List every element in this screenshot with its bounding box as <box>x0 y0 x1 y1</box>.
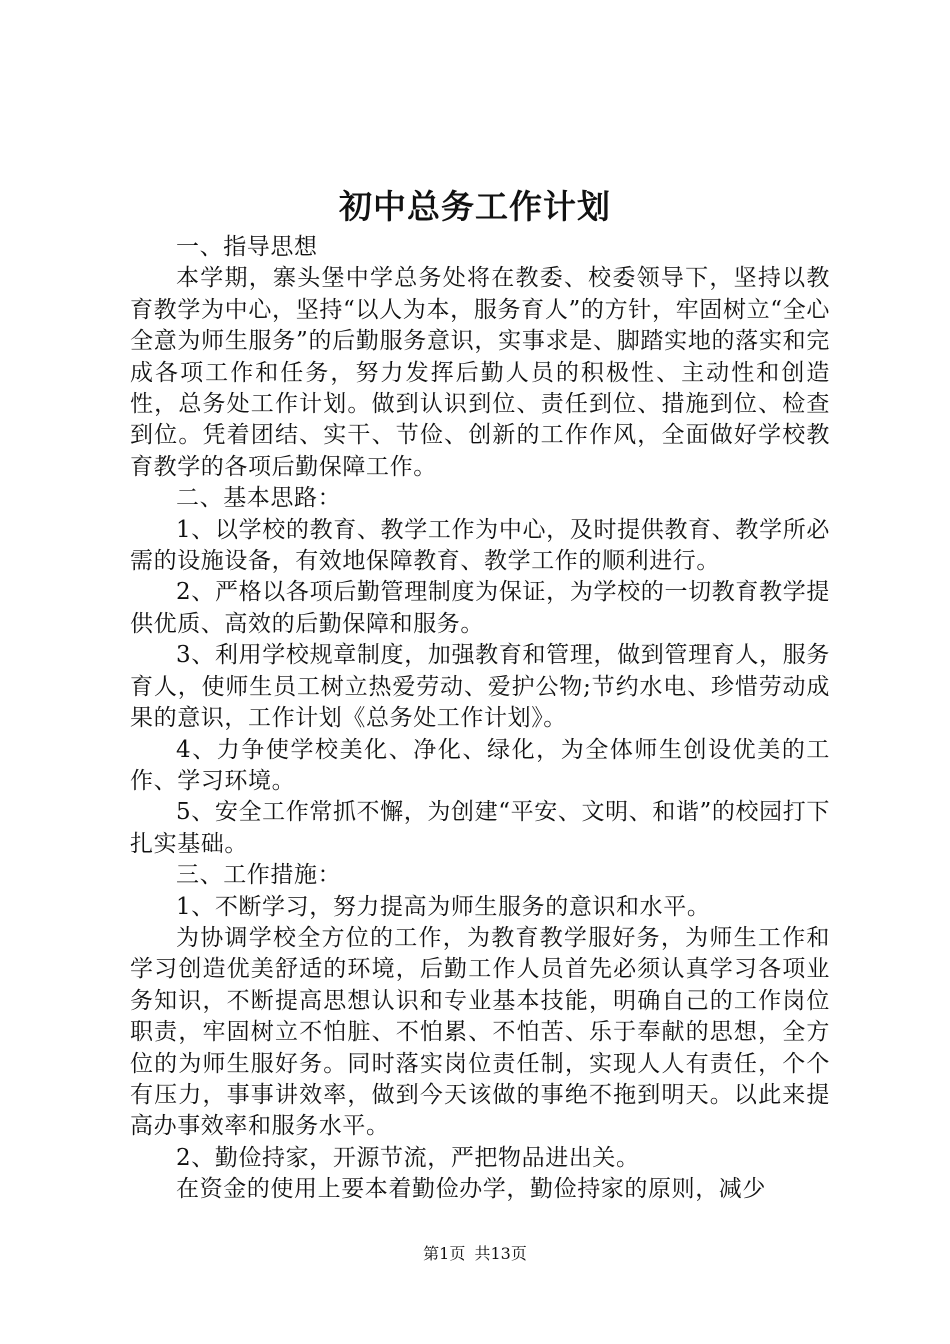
page-footer <box>0 1243 950 1265</box>
body-paragraph: 为协调学校全方位的工作，为教育教学服好务，为师生工作和学习创造优美舒适的环境，后勤工作人员首先必须认真学习各项业务知识，不断提高思想认识和专业基本技能，明确自己的工作岗位职责，牢固树立不怕脏、不怕累、不怕苦、乐于奉献的思想，全方位的为师生服好务。同时落实岗位责任制，实现人人有责任，个个有压力，事事讲效率，做到今天该做的事绝不拖到明天。以此来提高办事效率和服务水平。 <box>130 924 830 1140</box>
body-paragraph: 4、力争使学校美化、净化、绿化，为全体师生创设优美的工作、学习环境。 <box>130 736 830 794</box>
body-paragraph: 5、安全工作常抓不懈，为创建“平安、文明、和谐”的校园打下扎实基础。 <box>130 799 830 857</box>
body-paragraph: 在资金的使用上要本着勤俭办学，勤俭持家的原则，减少 <box>176 1176 766 1203</box>
body-paragraph: 1、不断学习，努力提高为师生服务的意识和水平。 <box>176 893 711 920</box>
page-number: 第1页 <box>423 1244 466 1263</box>
document-body <box>130 232 830 1206</box>
body-paragraph: 2、严格以各项后勤管理制度为保证，为学校的一切教育教学提供优质、高效的后勤保障和服务。 <box>130 579 830 637</box>
body-paragraph: 本学期，寨头堡中学总务处将在教委、校委领导下，坚持以教育教学为中心，坚持“以人为本，服务育人”的方针，牢固树立“全心全意为师生服务”的后勤服务意识，实事求是、脚踏实地的落实和完成各项工作和任务，努力发挥后勤人员的积极性、主动性和创造性，总务处工作计划。做到认识到位、责任到位、措施到位、检查到位。凭着团结、实干、节俭、创新的工作作风，全面做好学校教育教学的各项后勤保障工作。 <box>130 265 830 480</box>
page-total: 共13页 <box>474 1244 527 1263</box>
body-paragraph: 1、以学校的教育、教学工作为中心，及时提供教育、教学所必需的设施设备，有效地保障教育、教学工作的顺利进行。 <box>130 516 830 575</box>
section-heading: 一、指导思想 <box>176 234 318 260</box>
document-title: 初中总务工作计划 <box>339 187 611 226</box>
body-paragraph: 2、勤俭持家，开源节流，严把物品进出关。 <box>176 1144 640 1171</box>
section-heading: 三、工作措施： <box>176 862 342 889</box>
body-paragraph: 3、利用学校规章制度，加强教育和管理，做到管理育人，服务育人，使师生员工树立热爱劳动、爱护公物;节约水电、珍惜劳动成果的意识，工作计划《总务处工作计划》。 <box>130 642 830 732</box>
section-heading: 二、基本思路： <box>176 485 342 512</box>
